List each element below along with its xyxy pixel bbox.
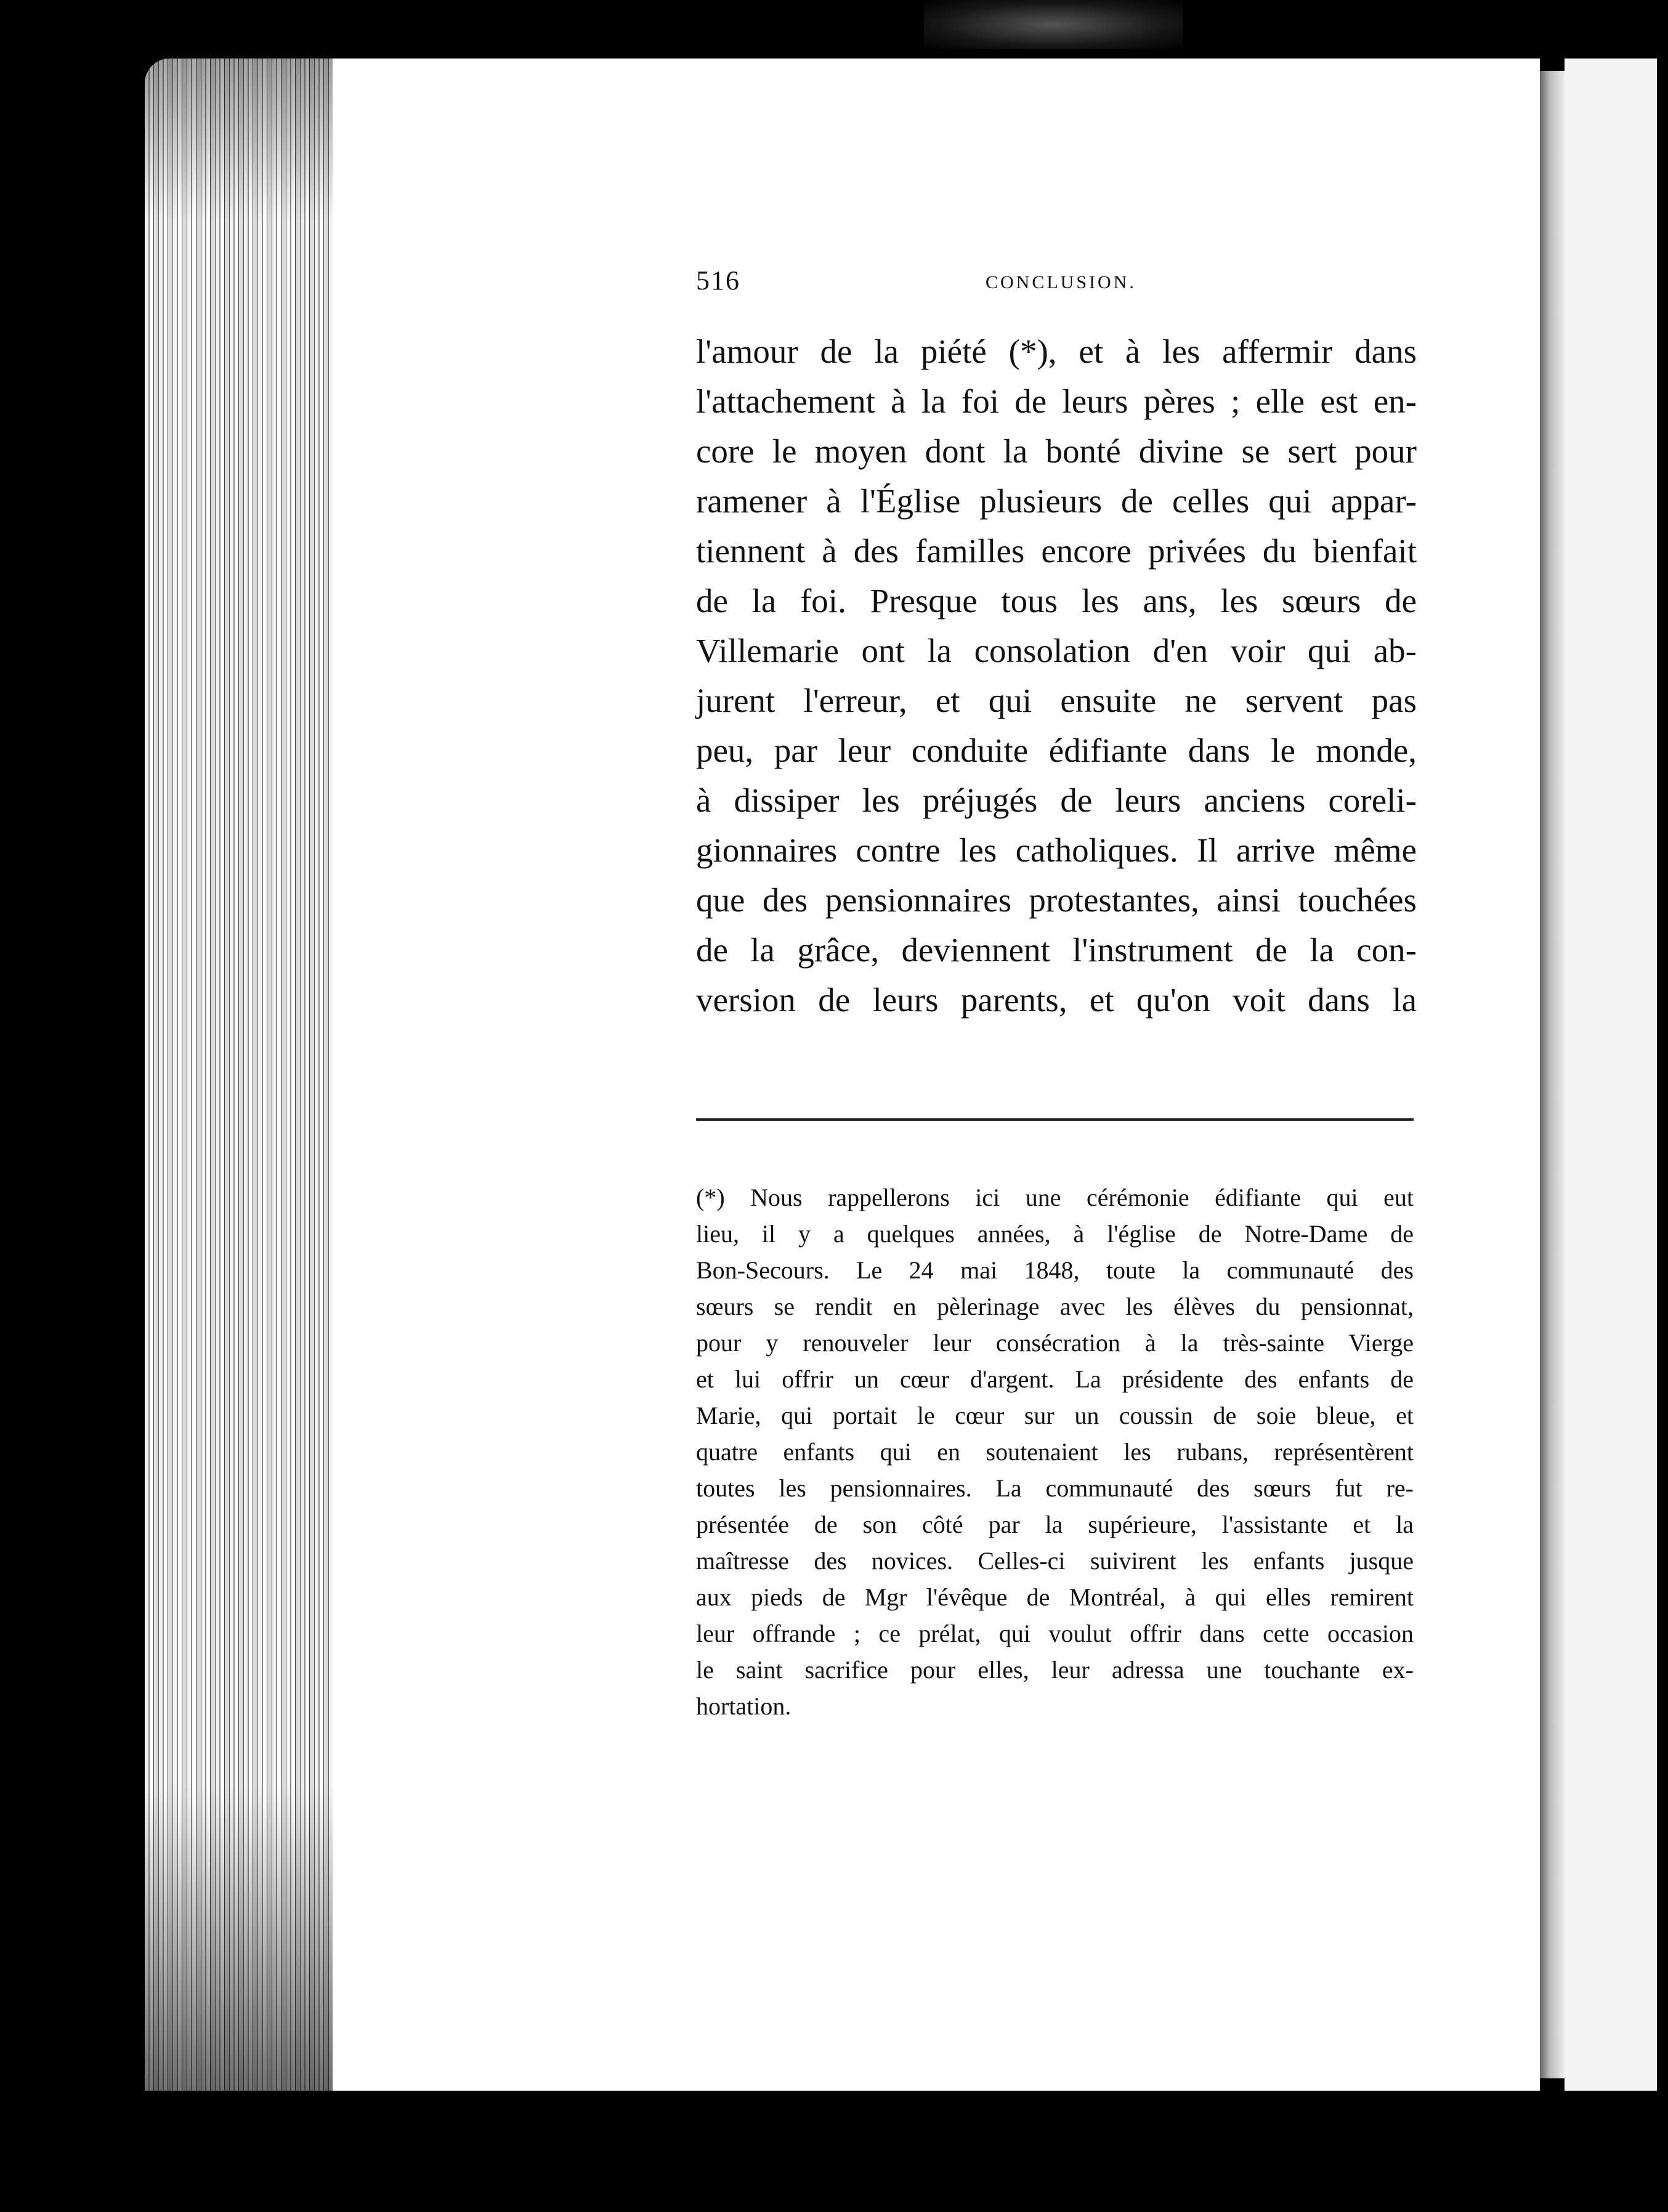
book-page-edges (145, 59, 336, 2091)
footnote-line: présentée de son côté par la supérieure, l'assistante et la (696, 1511, 1414, 1538)
facing-page-edge (1565, 59, 1657, 2091)
footnote-line: lieu, il y a quelques années, à l'église de Notre-Dame de (696, 1220, 1414, 1248)
scan-smudge (924, 0, 1183, 49)
running-head: CONCLUSION. (986, 272, 1136, 293)
footnote-line: (*) Nous rappellerons ici une cérémonie édifiante qui eut (696, 1184, 1414, 1211)
text-line: ramener à l'Église plusieurs de celles qui appar- (696, 482, 1417, 520)
text-line: gionnaires contre les catholiques. Il arrive même (696, 831, 1417, 869)
footnote-line: pour y renouveler leur consécration à la très-sainte Vierge (696, 1329, 1414, 1357)
text-line: core le moyen dont la bonté divine se sert pour (696, 432, 1417, 470)
text-line: l'attachement à la foi de leurs pères ; elle est en- (696, 382, 1417, 420)
text-line: version de leurs parents, et qu'on voit dans la (696, 981, 1417, 1019)
footnote-divider (696, 1118, 1414, 1121)
text-line: jurent l'erreur, et qui ensuite ne servent pas (696, 682, 1417, 719)
main-text (696, 326, 1417, 1025)
footnote-line: quatre enfants qui en soutenaient les rubans, représentèrent (696, 1438, 1414, 1466)
text-line: Villemarie ont la consolation d'en voir qui ab- (696, 632, 1417, 669)
footnote-line: sœurs se rendit en pèlerinage avec les élèves du pensionnat, (696, 1293, 1414, 1320)
text-line: l'amour de la piété (*), et à les affermir dans (696, 333, 1417, 370)
footnote-line: aux pieds de Mgr l'évêque de Montréal, à qui elles remirent (696, 1583, 1414, 1611)
book-gutter (1540, 71, 1565, 2078)
footnote-line: toutes les pensionnaires. La communauté des sœurs fut re- (696, 1474, 1414, 1502)
footnote-line: et lui offrir un cœur d'argent. La présidente des enfants de (696, 1365, 1414, 1393)
text-line: que des pensionnaires protestantes, ainsi touchées (696, 881, 1417, 919)
footnote-line: leur offrande ; ce prélat, qui voulut offrir dans cette occasion (696, 1620, 1414, 1647)
text-line: à dissiper les préjugés de leurs anciens coreli- (696, 781, 1417, 819)
page-header (696, 265, 1414, 302)
page-number: 516 (696, 265, 740, 296)
footnote (696, 1179, 1414, 1724)
text-line: de la foi. Presque tous les ans, les sœurs de (696, 582, 1417, 620)
footnote-line: Marie, qui portait le cœur sur un coussin de soie bleue, et (696, 1402, 1414, 1429)
text-line: tiennent à des familles encore privées du bienfait (696, 532, 1417, 570)
footnote-line: le saint sacrifice pour elles, leur adressa une touchante ex- (696, 1656, 1414, 1684)
footnote-line: hortation. (696, 1692, 791, 1720)
footnote-line: maîtresse des novices. Celles-ci suivirent les enfants jusque (696, 1547, 1414, 1575)
text-line: de la grâce, deviennent l'instrument de la con- (696, 931, 1417, 969)
text-line: peu, par leur conduite édifiante dans le monde, (696, 732, 1417, 769)
footnote-line: Bon-Secours. Le 24 mai 1848, toute la communauté des (696, 1256, 1414, 1284)
